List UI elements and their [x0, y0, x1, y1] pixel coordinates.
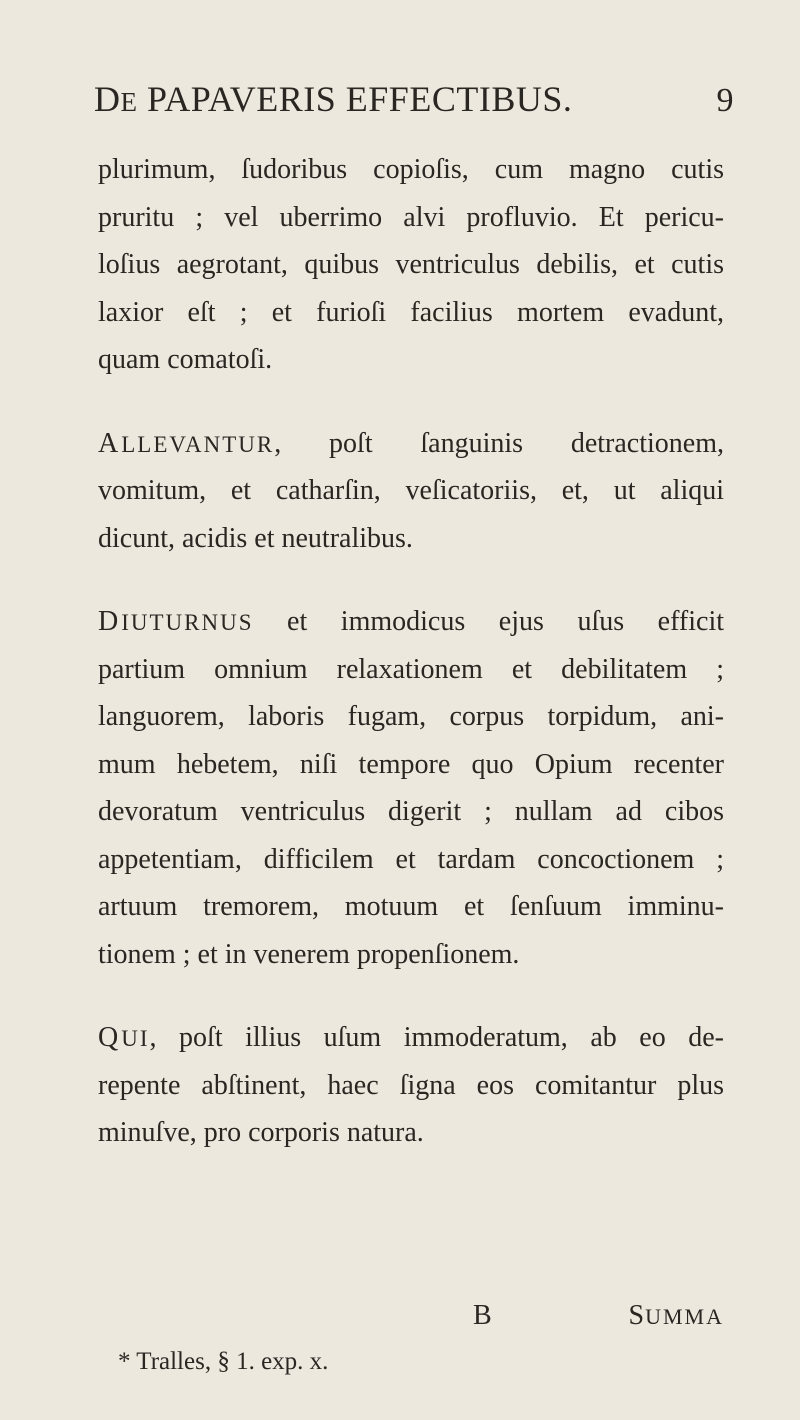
- text-line-first: [98, 598, 724, 646]
- running-head: [94, 78, 734, 120]
- lead-rest: , poſt ſanguinis detractionem,: [274, 427, 724, 459]
- lead-initial: A: [98, 427, 122, 459]
- text-line-first: [98, 420, 724, 468]
- catchword: [629, 1300, 724, 1332]
- catchword-rest: UMMA: [645, 1304, 724, 1329]
- text-line: loſius aegrotant, quibus ventriculus debilis, et cutis: [98, 249, 724, 280]
- paragraph-gap: [98, 384, 724, 420]
- running-head-title: PAPAVERIS EFFECTIBUS.: [147, 79, 573, 119]
- lead-small-caps: LLEVANTUR: [121, 431, 275, 457]
- catchword-initial: S: [628, 1300, 646, 1331]
- paragraph-1: [98, 146, 724, 384]
- page-number: 9: [716, 82, 734, 119]
- lead-initial: Q: [98, 1022, 122, 1053]
- text-line: artuum tremorem, motuum et ſenſuum imminu-: [98, 891, 724, 922]
- running-head-initial-rest: E: [120, 87, 138, 117]
- paragraph-gap: [98, 562, 724, 598]
- body-text: [98, 146, 724, 1157]
- paragraph-3: [98, 598, 724, 978]
- lead-small-caps: UI: [121, 1026, 150, 1051]
- lead-initial: D: [98, 606, 122, 637]
- text-line: repente abſtinent, haec ſigna eos comitantur plus: [98, 1069, 724, 1101]
- footnote: * Tralles, § 1. exp. x.: [118, 1348, 329, 1375]
- paragraph-2: [98, 420, 724, 563]
- text-line: laxior eſt ; et furioſi facilius mortem evadunt,: [98, 296, 724, 328]
- lead-rest: , poſt illius uſum immoderatum, ab eo de-: [149, 1022, 724, 1053]
- text-line: partium omnium relaxationem et debilitatem ;: [98, 653, 724, 685]
- text-line: minuſve, pro corporis natura.: [98, 1117, 424, 1148]
- text-line: pruritu ; vel uberrimo alvi profluvio. Et pericu-: [98, 201, 724, 233]
- lead-small-caps: IUTURNUS: [121, 610, 254, 635]
- text-line: languorem, laboris fugam, corpus torpidum, ani-: [98, 701, 724, 732]
- paragraph-4: [98, 1014, 724, 1157]
- text-line: mum hebetem, niſi tempore quo Opium recenter: [98, 748, 724, 780]
- text-line: plurimum, ſudoribus copioſis, cum magno cutis: [98, 154, 724, 185]
- text-line: dicunt, acidis et neutralibus.: [98, 522, 413, 554]
- text-line: tionem ; et in venerem propenſionem.: [98, 938, 520, 970]
- text-line: quam comatoſi.: [98, 344, 273, 375]
- lead-rest: et immodicus ejus uſus efficit: [253, 606, 724, 637]
- text-line: vomitum, et catharſin, veſicatoriis, et, ut aliqui: [98, 475, 724, 506]
- paragraph-gap: [98, 978, 724, 1014]
- text-line: appetentiam, difficilem et tardam concoctionem ;: [98, 843, 724, 875]
- text-line: devoratum ventriculus digerit ; nullam ad cibos: [98, 796, 724, 827]
- signature-mark: B: [473, 1300, 492, 1331]
- running-head-initial: D: [94, 79, 121, 119]
- catch-row: [98, 1300, 724, 1340]
- text-line-first: [98, 1014, 724, 1062]
